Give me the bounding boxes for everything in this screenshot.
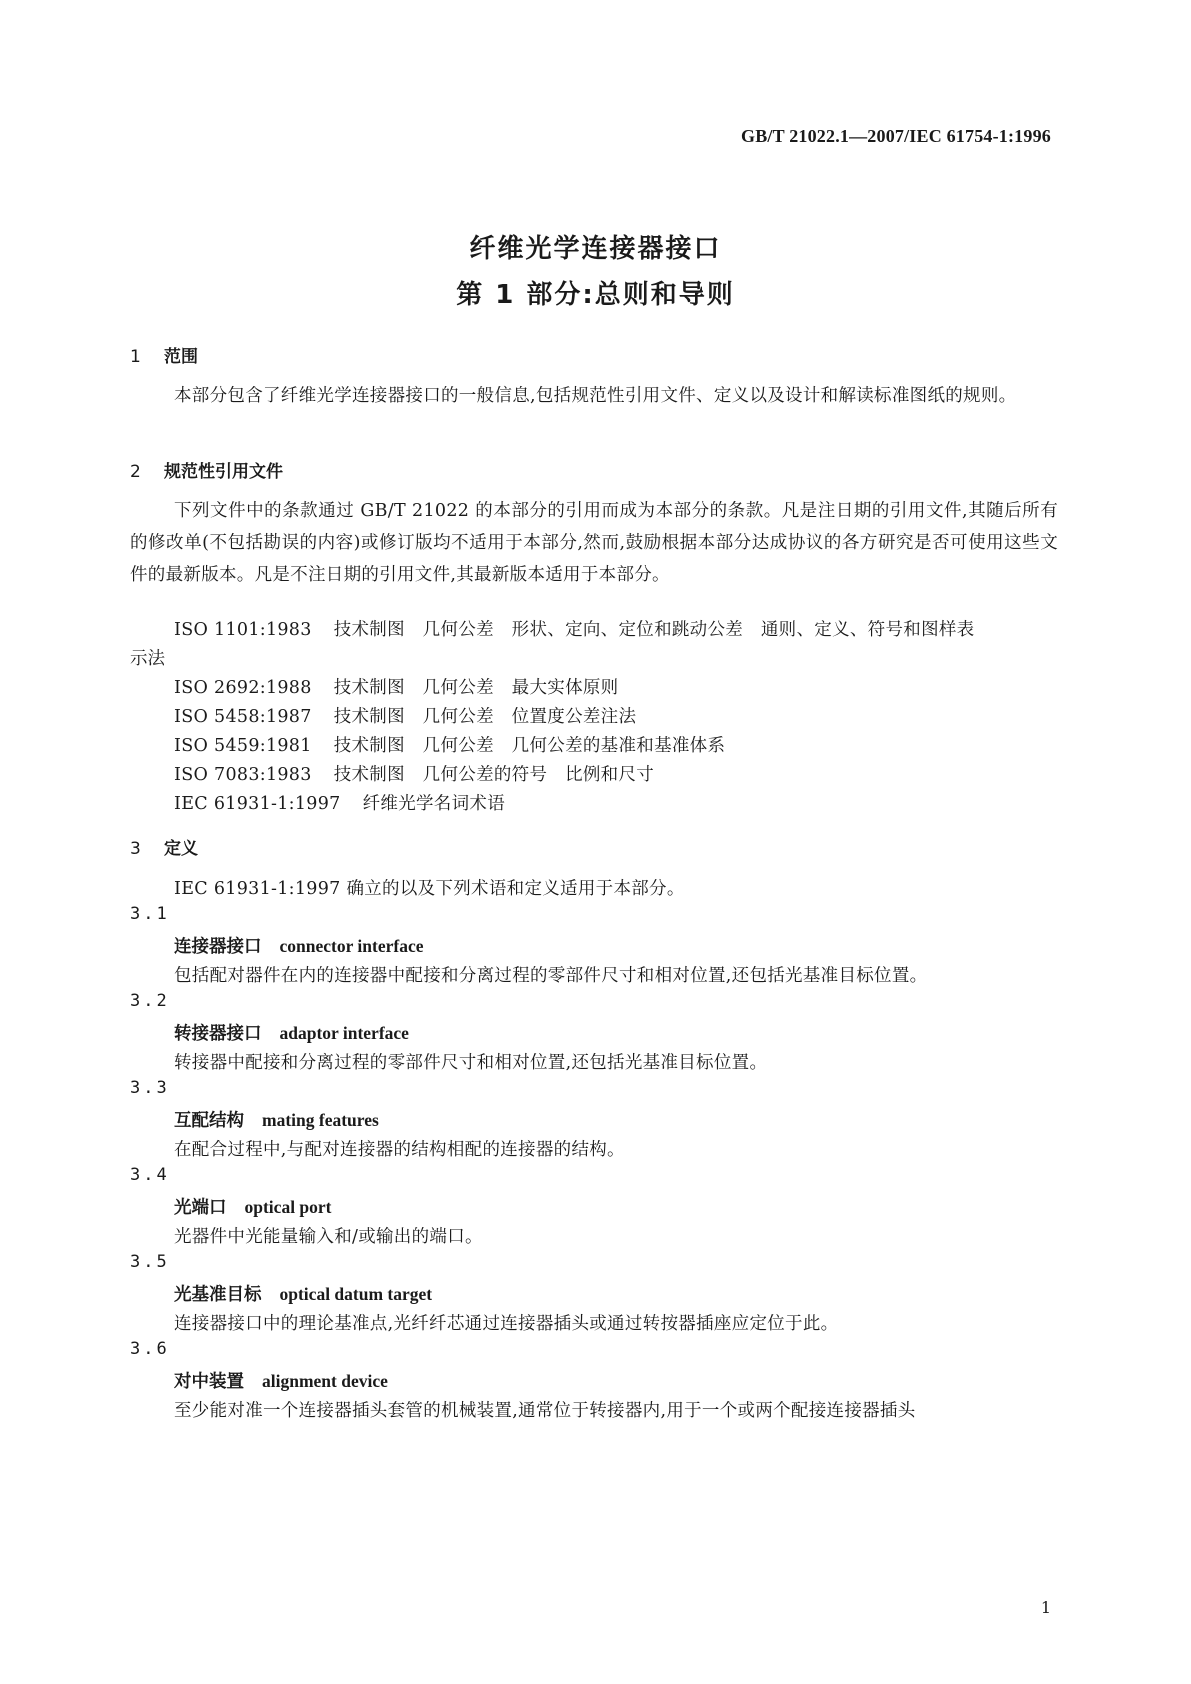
reference-title: 纤维光学名词术语 [362,794,505,814]
clause-number: 3.5 [130,1252,170,1272]
section-1-paragraph: 本部分包含了纤维光学连接器接口的一般信息,包括规范性引用文件、定义以及设计和解读标准图纸的规则。 [174,386,1017,406]
reference-code: IEC 61931-1:1997 [174,794,341,814]
reference-code: ISO 2692:1988 [174,678,312,698]
section-3-intro: IEC 61931-1:1997 确立的以及下列术语和定义适用于本部分。 [174,879,685,899]
section-number: 2 [130,462,141,482]
reference-title: 技术制图 几何公差 几何公差的基准和基准体系 [333,736,726,756]
term-entry [174,1020,409,1045]
term-entry [174,1281,432,1306]
reference-code: ISO 7083:1983 [174,765,312,785]
term-english: alignment device [262,1371,388,1391]
reference-item [174,703,636,728]
standard-code: GB/T 21022.1—2007/IEC 61754-1:1996 [741,126,1051,146]
reference-title: 技术制图 几何公差 形状、定向、定位和跳动公差 通则、定义、符号和图样表 [333,620,975,640]
clause-number: 3.1 [130,904,170,924]
reference-title: 技术制图 几何公差 最大实体原则 [333,678,619,698]
section-number: 1 [130,347,141,367]
page-number: 1 [1040,1598,1051,1617]
section-title: 定义 [164,839,198,859]
section-1-heading [130,342,198,367]
term-english: connector interface [279,936,424,956]
reference-item [174,616,974,641]
title-line-1: 纤维光学连接器接口 [469,234,722,264]
section-title: 规范性引用文件 [164,462,283,482]
section-2-intro: 下列文件中的条款通过 GB/T 21022 的本部分的引用而成为本部分的条款。凡是注日期的引用文件,其随后所有的修改单(不包括勘误的内容)或修订版均不适用于本部分,然而,鼓励根据本部分达成协议的各方研究是否可使用这些文件的最新版本。凡是不注日期的引用文件,其最新版本适用于本部分。 [130,501,1058,585]
term-definition: 光器件中光能量输入和/或输出的端口。 [174,1227,483,1247]
clause-number: 3.3 [130,1078,170,1098]
section-3-heading [130,834,198,859]
term-english: adaptor interface [279,1023,409,1043]
clause-number: 3.4 [130,1165,170,1185]
term-entry [174,1194,332,1219]
reference-code: ISO 5458:1987 [174,707,312,727]
section-2-heading [130,457,283,482]
term-entry [174,1107,379,1132]
reference-item [174,674,619,699]
term-chinese: 光基准目标 [174,1285,262,1305]
clause-number: 3.6 [130,1339,170,1359]
title-line-2: 第 1 部分:总则和导则 [456,280,735,310]
term-entry [174,1368,388,1393]
reference-title: 技术制图 几何公差 位置度公差注法 [333,707,637,727]
reference-title: 技术制图 几何公差的符号 比例和尺寸 [333,765,655,785]
term-english: optical port [244,1197,332,1217]
term-chinese: 光端口 [174,1198,227,1218]
reference-item [174,761,654,786]
term-definition: 转接器中配接和分离过程的零部件尺寸和相对位置,还包括光基准目标位置。 [174,1053,768,1073]
term-definition: 包括配对器件在内的连接器中配接和分离过程的零部件尺寸和相对位置,还包括光基准目标位置。 [174,966,928,986]
term-definition: 至少能对准一个连接器插头套管的机械装置,通常位于转接器内,用于一个或两个配接连接器插头 [174,1401,916,1421]
section-number: 3 [130,839,141,859]
section-title: 范围 [164,347,198,367]
term-definition: 连接器接口中的理论基准点,光纤纤芯通过连接器插头或通过转按器插座应定位于此。 [174,1314,839,1334]
term-english: mating features [262,1110,379,1130]
reference-code: ISO 5459:1981 [174,736,312,756]
term-definition: 在配合过程中,与配对连接器的结构相配的连接器的结构。 [174,1140,625,1160]
term-chinese: 连接器接口 [174,937,262,957]
term-chinese: 转接器接口 [174,1024,262,1044]
term-english: optical datum target [279,1284,433,1304]
reference-code: ISO 1101:1983 [174,620,312,640]
term-entry [174,933,424,958]
clause-number: 3.2 [130,991,170,1011]
reference-item [174,790,505,815]
term-chinese: 对中装置 [174,1372,244,1392]
reference-item [174,732,725,757]
reference-continuation: 示法 [130,649,165,669]
term-chinese: 互配结构 [174,1111,244,1131]
